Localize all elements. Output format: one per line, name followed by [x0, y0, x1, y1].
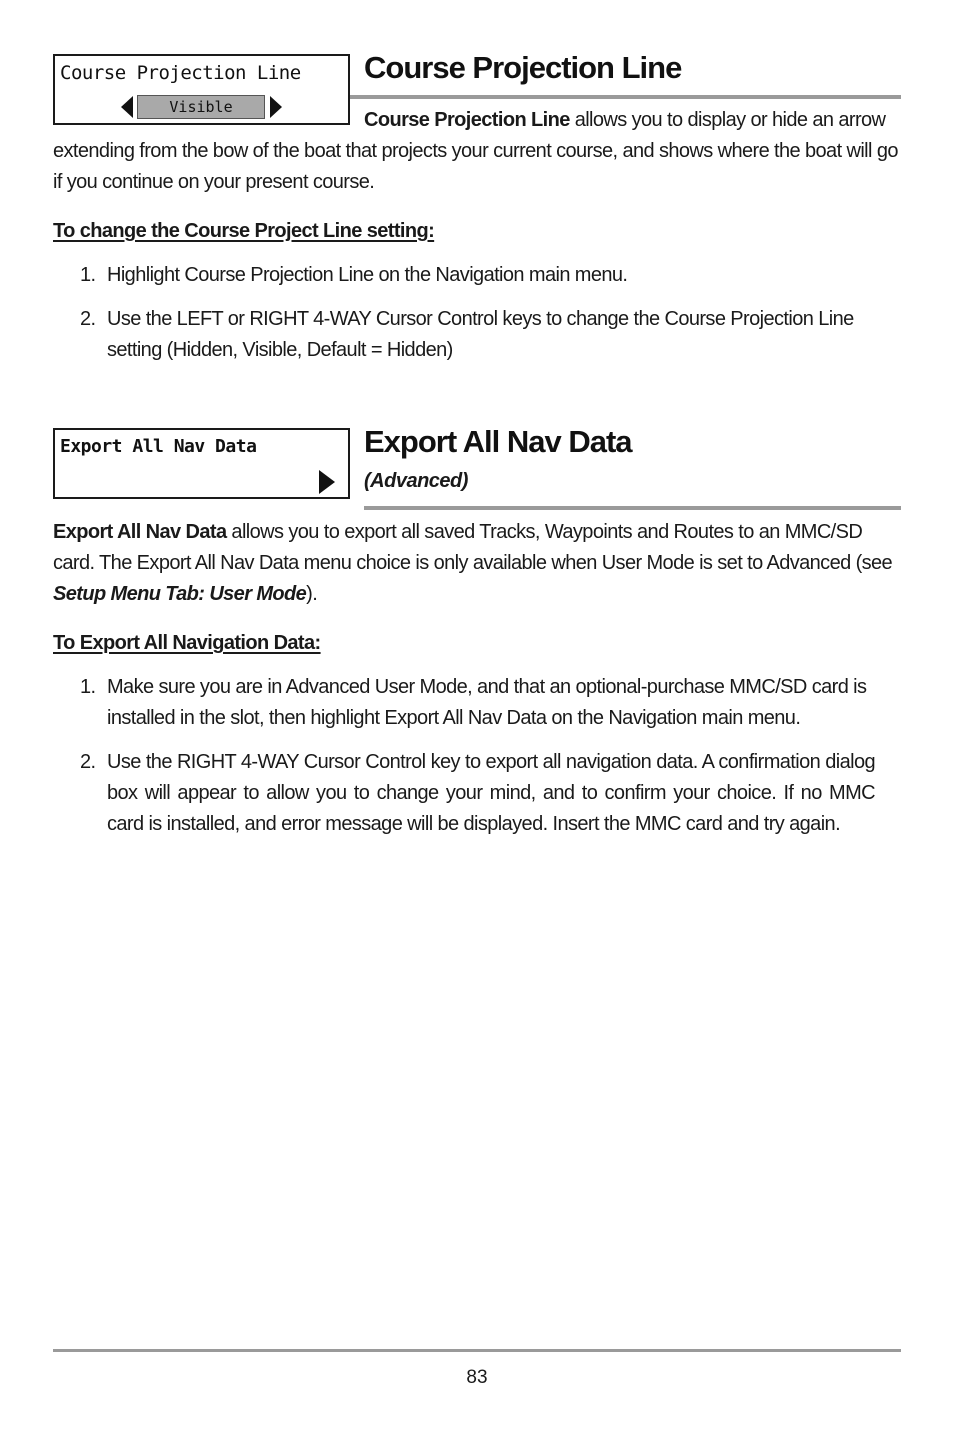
step-text: Use the LEFT or RIGHT 4-WAY Cursor Control keys to change the Course Projection Line setting (Hidden, Visible, Default = Hidden) — [107, 308, 854, 361]
step-number: 1. — [80, 264, 96, 286]
export-nav-menu-label: Export All Nav Data — [60, 436, 257, 457]
step-text: Use the RIGHT 4-WAY Cursor Control key to export all navigation data. A confirmation dialog box will appear to allow you to change your mind, and to confirm your choice. If no MMC card is installed, and error message will be displayed. Insert the MMC card and try again. — [107, 751, 875, 835]
course-projection-heading-rule — [350, 95, 901, 99]
page-number: 83 — [466, 1367, 488, 1388]
export-nav-subheading: (Advanced) — [364, 470, 468, 492]
course-projection-intro — [364, 105, 904, 136]
export-nav-menu-box — [53, 428, 350, 499]
course-projection-heading: Course Projection Line — [364, 50, 682, 85]
course-projection-procedure-title: To change the Course Project Line setting: — [53, 220, 435, 242]
course-projection-body: extending from the bow of the boat that projects your current course, and shows where the boat will go if you continue on your present course. — [53, 140, 898, 193]
course-projection-menu-box — [53, 54, 350, 125]
step-text: Highlight Course Projection Line on the Navigation main menu. — [107, 264, 628, 286]
course-projection-intro-bold: Course Projection Line — [364, 109, 570, 131]
export-nav-heading-rule — [364, 506, 901, 510]
course-projection-menu-label: Course Projection Line — [60, 62, 301, 84]
step-number: 2. — [80, 751, 96, 773]
export-nav-intro-end: ). — [306, 583, 318, 605]
setup-menu-reference: Setup Menu Tab: User Mode — [53, 583, 307, 605]
step-number: 1. — [80, 676, 96, 698]
left-arrow-icon — [121, 96, 133, 118]
right-arrow-icon — [319, 470, 335, 494]
step-text: Make sure you are in Advanced User Mode, and that an optional-purchase MMC/SD card is installed in the slot, then highlight Export All Nav Data on the Navigation main menu. — [107, 676, 867, 729]
export-nav-heading: Export All Nav Data — [364, 424, 632, 459]
course-projection-intro-rest: allows you to display or hide an arrow — [569, 109, 886, 131]
export-nav-procedure-title: To Export All Navigation Data: — [53, 632, 321, 654]
footer-rule — [53, 1349, 901, 1352]
step-number: 2. — [80, 308, 96, 330]
export-nav-intro-rest: allows you to export all saved Tracks, Waypoints and Routes to an MMC/SD card. The Export All Nav Data menu choice is only available when User Mode is set to Advanced (see — [53, 521, 893, 574]
export-nav-intro-bold: Export All Nav Data — [53, 521, 227, 543]
right-arrow-icon — [270, 96, 282, 118]
export-nav-body — [53, 517, 903, 610]
course-projection-value: Visible — [137, 95, 265, 119]
